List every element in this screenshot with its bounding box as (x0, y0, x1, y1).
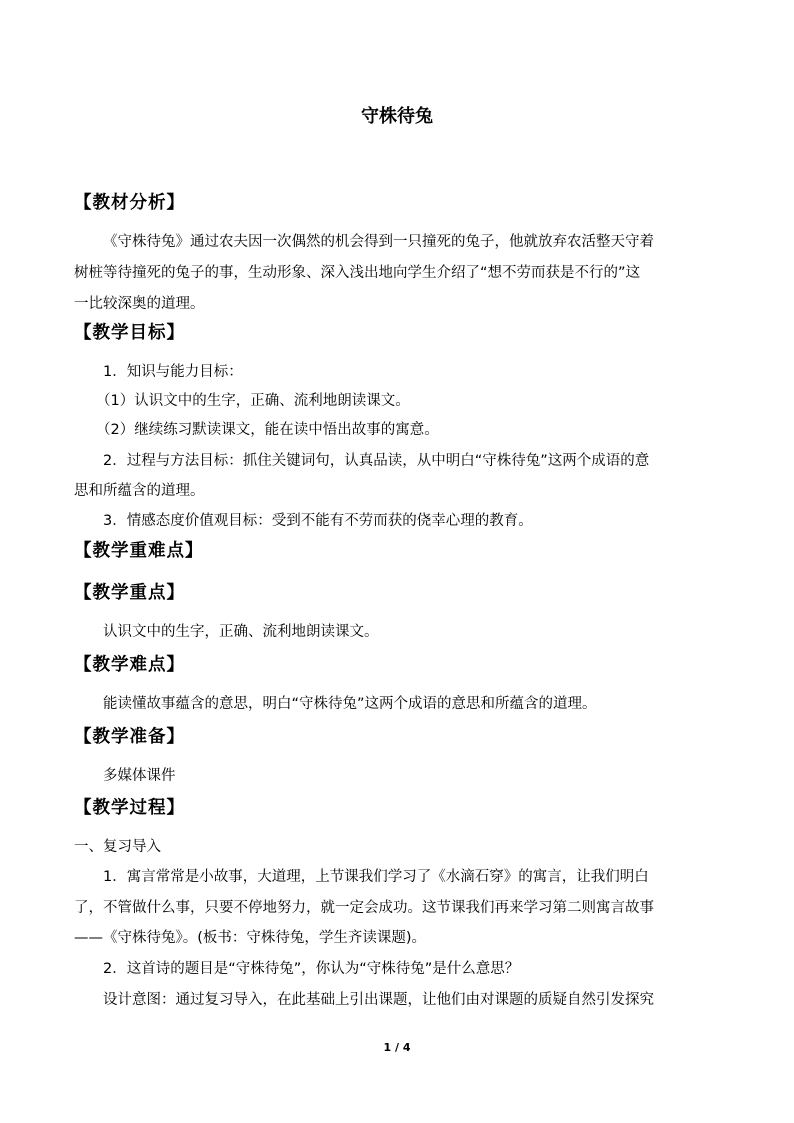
goal-line-6: 3．情感态度价值观目标：受到不能有不劳而获的侥幸心理的教育。 (103, 513, 533, 529)
heading-key: 【教学重点】 (74, 583, 185, 603)
process-line-4: ——《守株待兔》。(板书：守株待兔，学生齐读课题)。 (74, 930, 427, 946)
process-line-3: 了，不管做什么事，只要不停地努力，就一定会成功。这节课我们再来学习第二则寓言故事 (74, 900, 654, 916)
heading-process: 【教学过程】 (74, 798, 185, 818)
process-line-5: 2．这首诗的题目是“守株待兔”，你认为“守株待兔”是什么意思？ (103, 961, 520, 977)
goal-line-1: 1．知识与能力目标： (103, 364, 243, 380)
goal-line-5: 思和所蕴含的道理。 (74, 483, 205, 499)
analysis-line-1: 《守株待兔》通过农夫因一次偶然的机会得到一只撞死的兔子，他就放弃农活整天守着 (103, 234, 654, 250)
page-title: 守株待兔 (361, 106, 433, 127)
process-line-1: 一、复习导入 (74, 839, 161, 855)
heading-goals: 【教学目标】 (74, 323, 185, 343)
process-line-2: 1．寓言常常是小故事，大道理，上节课我们学习了《水滴石穿》的寓言，让我们明白 (103, 869, 649, 885)
heading-key-difficult: 【教学重难点】 (74, 541, 204, 561)
analysis-line-2: 树桩等待撞死的兔子的事，生动形象、深入浅出地向学生介绍了“想不劳而获是不行的”这 (74, 265, 641, 281)
difficult-text: 能读懂故事蕴含的意思，明白“守株待兔”这两个成语的意思和所蕴含的道理。 (103, 696, 597, 712)
heading-prep: 【教学准备】 (74, 727, 185, 747)
page-number: 1 / 4 (383, 1041, 411, 1054)
key-text: 认识文中的生字，正确、流利地朗读课文。 (103, 624, 379, 640)
process-line-6: 设计意图：通过复习导入，在此基础上引出课题，让他们由对课题的质疑自然引发探究 (103, 992, 654, 1008)
prep-text: 多媒体课件 (103, 768, 176, 784)
heading-analysis: 【教材分析】 (74, 193, 185, 213)
heading-difficult: 【教学难点】 (74, 655, 185, 675)
goal-line-2: （1）认识文中的生字，正确、流利地朗读课文。 (96, 393, 410, 409)
goal-line-3: （2）继续练习默读课文，能在读中悟出故事的寓意。 (96, 422, 439, 438)
analysis-line-3: 一比较深奥的道理。 (74, 296, 205, 312)
goal-line-4: 2．过程与方法目标：抓住关键词句，认真品读，从中明白“守株待兔”这两个成语的意 (103, 453, 650, 469)
